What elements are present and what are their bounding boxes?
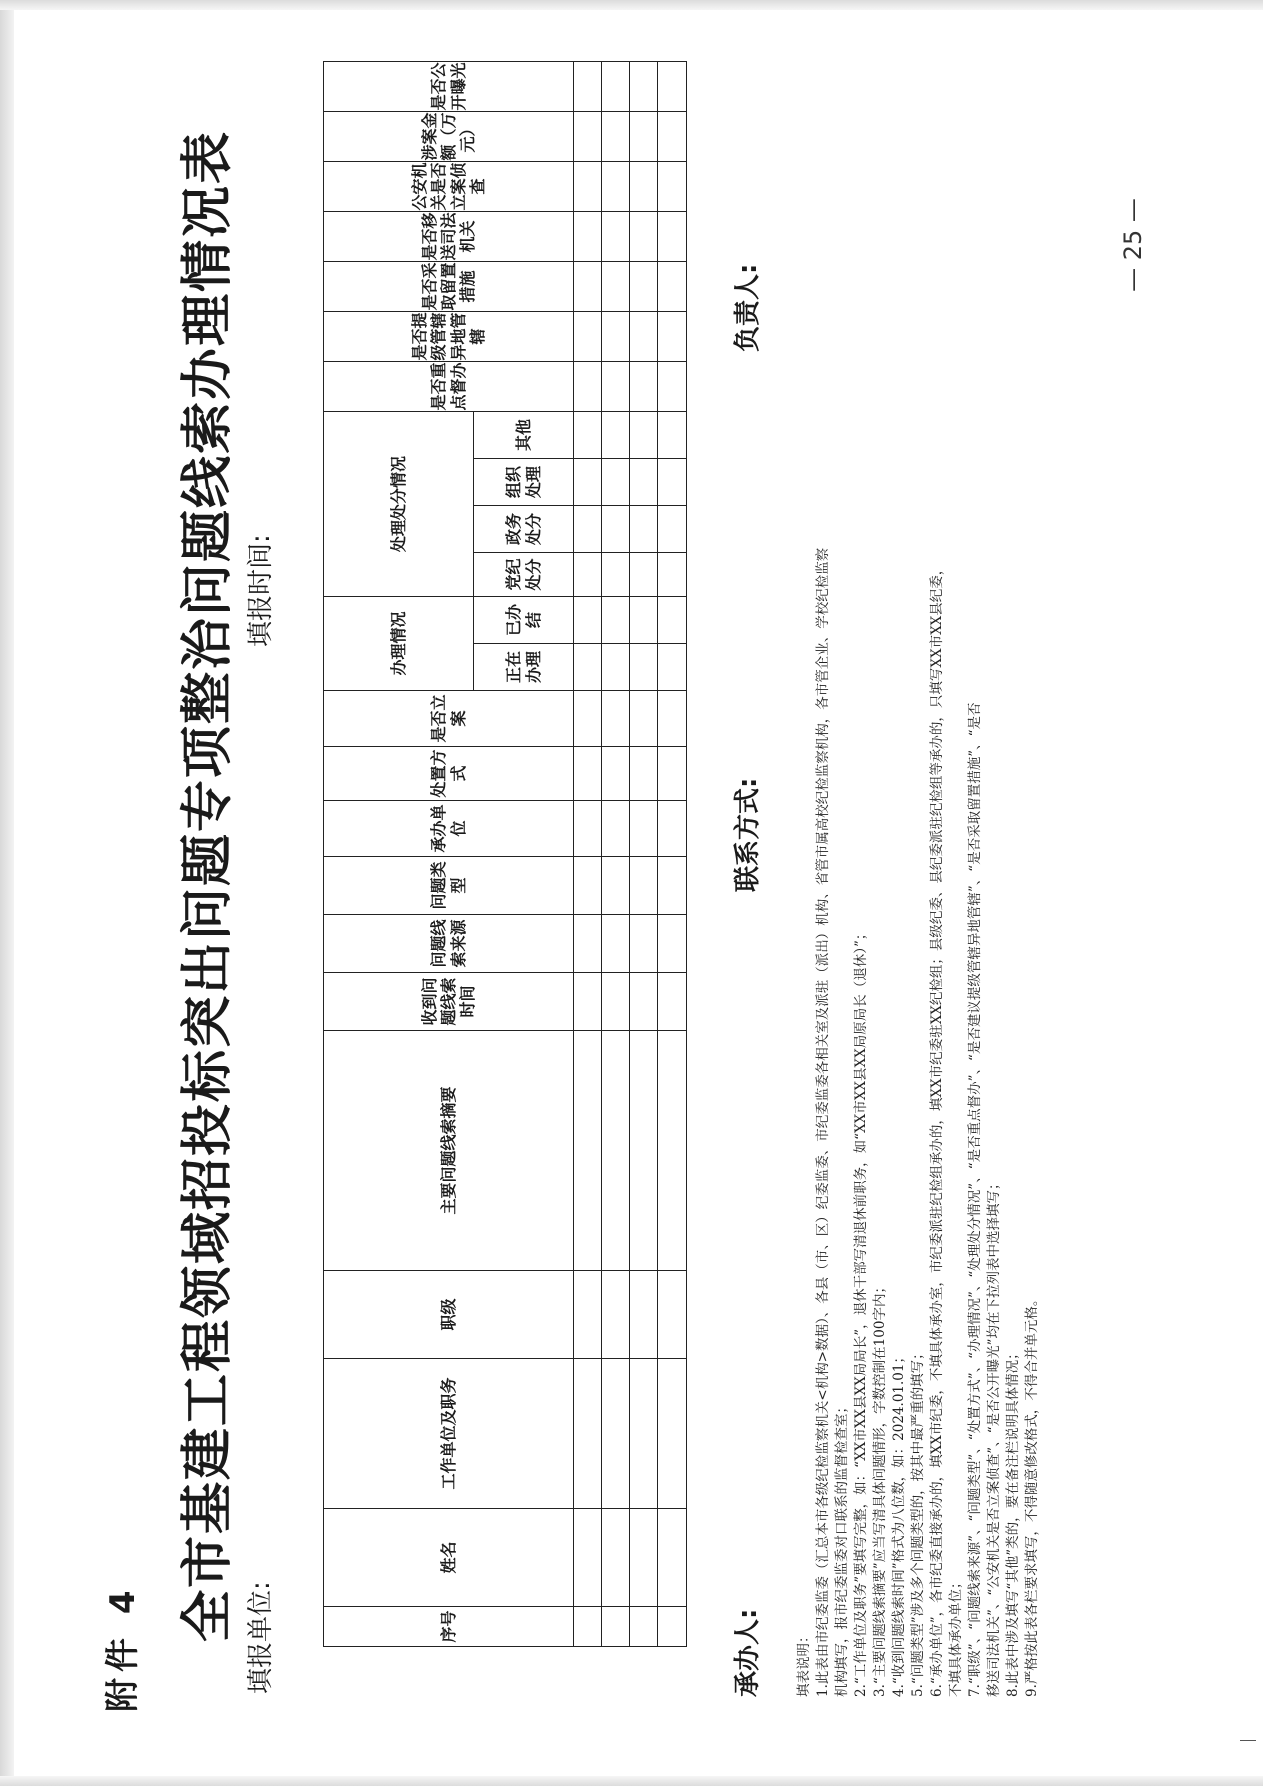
table-cell[interactable] [658,691,687,747]
table-cell[interactable] [630,411,658,458]
table-cell[interactable] [574,361,602,411]
table-cell[interactable] [602,747,630,801]
col-pun-gov: 政务处分 [474,505,574,552]
table-cell[interactable] [602,458,630,505]
table-cell[interactable] [574,644,602,691]
table-cell[interactable] [602,915,630,973]
table-cell[interactable] [630,1031,658,1271]
table-cell[interactable] [658,1509,687,1607]
table-cell[interactable] [658,411,687,458]
col-filed: 是否立案 [324,691,574,747]
col-type: 问题类型 [324,857,574,915]
contact-label: 联系方式: [733,777,763,892]
col-summary: 主要问题线索摘要 [324,1031,574,1271]
instruction-7b: 移送司法机关”、“公安机关是否立案侦查”、“是否公开曝光”均在下拉列表中选择填写； [986,1176,1002,1697]
table-cell[interactable] [658,361,687,411]
table-cell[interactable] [574,1509,602,1607]
instruction-7a: 7.“职级”、“问题线索来源”、“问题类型”、“处置方式”、“办理情况”、“处理处分情况”、“是否重点督办”、“是否建议提级管辖异地管辖”、“是否采取留置措施”、“是否 [967,702,983,1697]
table-cell[interactable] [574,691,602,747]
table-cell[interactable] [602,1509,630,1607]
table-cell[interactable] [574,458,602,505]
table-cell[interactable] [630,644,658,691]
table-cell[interactable] [630,311,658,361]
table-row [630,61,658,1646]
table-cell[interactable] [574,211,602,261]
instruction-1b: 机构填写，报市纪委监委对口联系的监督检查室； [834,1400,850,1697]
col-source: 问题线索来源 [324,915,574,973]
table-cell[interactable] [574,596,602,643]
table-cell[interactable] [574,747,602,801]
table-cell[interactable] [602,411,630,458]
scan-edge-left [0,0,14,1786]
instruction-8: 8.此表中涉及填写“其他”类的，要在备注栏说明具体情况； [1005,1346,1021,1697]
instruction-9: 9.严格按此表各栏要求填写，不得随意修改格式，不得合并单元格。 [1024,1292,1040,1697]
col-seq: 序号 [324,1607,574,1647]
table-cell[interactable] [630,596,658,643]
table-cell[interactable] [658,458,687,505]
table-cell[interactable] [630,552,658,596]
table-row [574,61,602,1646]
table-cell[interactable] [574,411,602,458]
instruction-4: 4.“收到问题线索时间”格式为八位数，如：2024.01.01； [891,1350,907,1697]
table-cell[interactable] [630,973,658,1031]
table-cell[interactable] [658,505,687,552]
table-cell[interactable] [574,505,602,552]
col-handling-in-progress: 正在办理 [474,644,574,691]
table-cell[interactable] [630,1607,658,1647]
col-amount: 涉案金额（万元） [324,111,574,161]
table-cell[interactable] [574,857,602,915]
table-cell[interactable] [630,111,658,161]
col-disposal-method: 处置方式 [324,747,574,801]
table-cell[interactable] [658,596,687,643]
table-cell[interactable] [602,691,630,747]
table-cell[interactable] [658,1271,687,1359]
col-handling: 办理情况 [324,596,474,690]
table-cell[interactable] [602,261,630,311]
rotated-page-content [95,62,1175,1712]
table-cell[interactable] [602,644,630,691]
filling-instructions [795,167,1042,1697]
col-elevate: 是否提级管辖异地管辖 [324,311,574,361]
table-cell[interactable] [574,1031,602,1271]
table-cell[interactable] [658,747,687,801]
header-row-1 [324,61,474,1646]
table-cell[interactable] [602,161,630,211]
handler-label: 承办人: [733,1608,763,1697]
table-cell[interactable] [602,801,630,857]
table-cell[interactable] [602,311,630,361]
table-cell[interactable] [574,801,602,857]
table-cell[interactable] [574,1271,602,1359]
table-row [602,61,630,1646]
table-cell[interactable] [602,973,630,1031]
col-work-unit: 工作单位及职务 [324,1359,574,1509]
table-cell[interactable] [630,801,658,857]
table-cell[interactable] [658,1607,687,1647]
instruction-1a: 1.此表由市纪委监委（汇总本市各级纪检监察机关<机构>数据）、各县（市、区）纪委监委、市纪委监委各相关室及派驻（派出）机构、省管市属高校纪检监察机构，各市管企业、学校纪检监察 [815,547,831,1697]
col-name: 姓名 [324,1509,574,1607]
col-receive-time: 收到问题线索时间 [324,973,574,1031]
table-cell[interactable] [574,161,602,211]
table-cell[interactable] [658,211,687,261]
table-cell[interactable] [630,691,658,747]
instructions-title: 填表说明： [796,1629,812,1697]
table-cell[interactable] [602,505,630,552]
table-cell[interactable] [602,552,630,596]
table-cell[interactable] [658,552,687,596]
table-cell[interactable] [630,211,658,261]
table-cell[interactable] [602,1271,630,1359]
table-cell[interactable] [602,211,630,261]
col-pun-org: 组织处理 [474,458,574,505]
col-handling-done: 已办结 [474,596,574,643]
table-cell[interactable] [630,458,658,505]
table-cell[interactable] [602,596,630,643]
instruction-6a: 6.“承办单位”，各市纪委直接承办的，填XX市纪委，不填具体承办室，市纪委派驻纪检组承办的，填XX市纪委驻XX纪检组；县级纪委、县纪委派驻纪检组等承办的，只填写XX市XX县纪委， [929,561,945,1697]
table-cell[interactable] [574,973,602,1031]
col-punishment: 处理处分情况 [324,411,474,596]
instruction-3: 3.“主要问题线索摘要”应当写清具体问题情形，字数控制在100字内； [872,1280,888,1697]
col-undertake-unit: 承办单位 [324,801,574,857]
scan-mark [1240,1740,1256,1741]
table-cell[interactable] [658,61,687,111]
table-cell[interactable] [630,361,658,411]
document-title: 全市基建工程领域招投标突出问题专项整治问题线索办理情况表 [178,129,238,1642]
table-cell[interactable] [658,801,687,857]
table-cell[interactable] [658,857,687,915]
col-key-supervise: 是否重点督办 [324,361,574,411]
table-cell[interactable] [602,361,630,411]
table-cell[interactable] [630,747,658,801]
scan-edge-bottom [0,1776,1263,1786]
fill-unit-label: 填报单位: [246,1581,276,1694]
table-cell[interactable] [630,61,658,111]
leader-label: 负责人: [733,263,763,352]
table-cell[interactable] [630,505,658,552]
page-number-text: — 25 — [1119,198,1148,292]
table-cell[interactable] [658,161,687,211]
table-cell[interactable] [602,1031,630,1271]
attachment-label: 附件 4 [103,1584,143,1712]
table-cell[interactable] [574,261,602,311]
table-cell[interactable] [630,261,658,311]
table-cell[interactable] [630,1359,658,1509]
table-cell[interactable] [630,1509,658,1607]
table-cell[interactable] [574,311,602,361]
col-pun-other: 其他 [474,411,574,458]
col-rank: 职级 [324,1271,574,1359]
table-cell[interactable] [658,261,687,311]
col-judicial: 是否移送司法机关 [324,211,574,261]
table-cell[interactable] [602,111,630,161]
scan-edge-top [0,0,1263,10]
table-cell[interactable] [602,857,630,915]
table-cell[interactable] [574,552,602,596]
table-cell[interactable] [630,161,658,211]
col-public: 是否公开曝光 [324,61,574,111]
table-cell[interactable] [574,1359,602,1509]
table-cell[interactable] [658,644,687,691]
table-cell[interactable] [658,973,687,1031]
table-cell[interactable] [630,1271,658,1359]
instruction-5: 5.“问题类型”涉及多个问题类型的，按其中最严重的填写； [910,1346,926,1697]
signature-row [727,82,767,1712]
table-cell[interactable] [658,111,687,161]
table-cell[interactable] [658,915,687,973]
table-cell[interactable] [630,857,658,915]
table-cell[interactable] [574,1607,602,1647]
case-handling-table [323,61,687,1647]
table-cell[interactable] [574,915,602,973]
col-pun-party: 党纪处分 [474,552,574,596]
table-cell[interactable] [602,61,630,111]
table-cell[interactable] [630,915,658,973]
fill-time-label: 填报时间: [246,534,276,647]
col-police: 公安机关是否立案侦查 [324,161,574,211]
table-cell[interactable] [658,1359,687,1509]
table-cell[interactable] [658,311,687,361]
table-cell[interactable] [574,61,602,111]
table-cell[interactable] [602,1607,630,1647]
table-cell[interactable] [574,111,602,161]
col-detention: 是否采取留置措施 [324,261,574,311]
table-row [658,61,687,1646]
instruction-2: 2.“工作单位及职务”要填写完整，如：“XX市XX县XX局局长”，退休干部写清退休前职务，如“XX市XX县XX局原局长（退休）”； [853,926,869,1697]
table-cell[interactable] [658,1031,687,1271]
table-cell[interactable] [602,1359,630,1509]
fill-info-row [240,82,274,1712]
instruction-6b: 不填具体承办单位； [948,1575,964,1697]
